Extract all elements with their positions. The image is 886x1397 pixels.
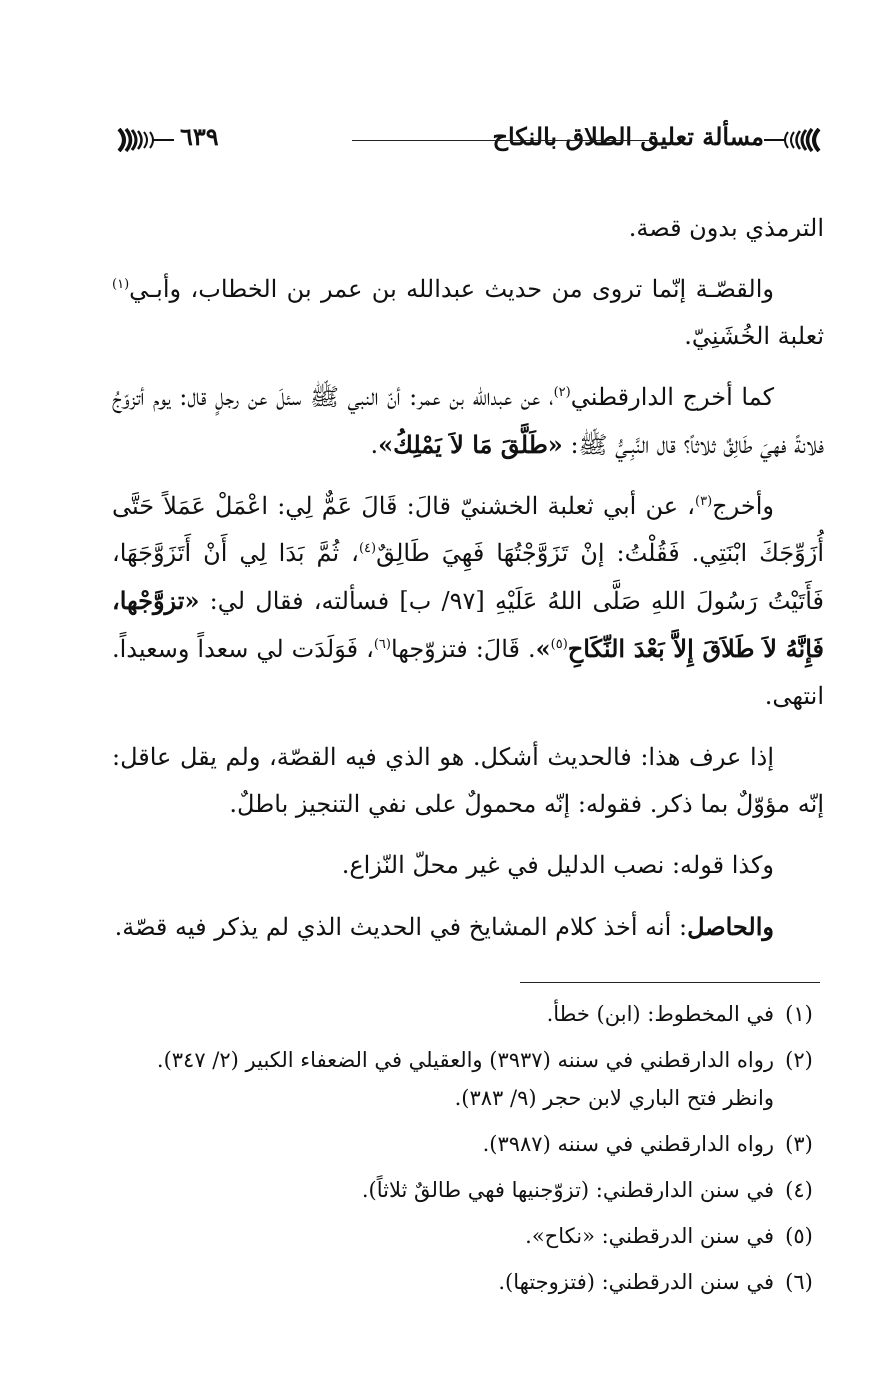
main-text bbox=[112, 205, 824, 965]
footnote-ref: (٣) bbox=[695, 494, 713, 509]
footnote bbox=[112, 995, 824, 1033]
paragraph bbox=[112, 374, 824, 469]
footnote bbox=[112, 1125, 824, 1163]
ornament-left-icon bbox=[112, 128, 174, 152]
text-segment: ، عن عبدالله بن عمر: أنّ النبي ﷺ سئلَ عن رجلٍ قال: يوم أتزوّجُ فلانةً فهيَ طَالِقٌ ثلاثاً؟ قال النَّبِـيُّ ﷺ: bbox=[112, 383, 824, 459]
footnote-text: في سنن الدرقطني: «نكاح». bbox=[525, 1224, 774, 1248]
footnote-text: في سنن الدرقطني: (فتزوجتها). bbox=[498, 1270, 774, 1294]
text-segment: إذا عرف هذا: فالحديث أشكل. هو الذي فيه القصّة، ولم يقل عاقل: إنّه مؤوّلٌ بما ذكر. فقوله: إنّه محمولٌ على نفي التنجيز باطلٌ. bbox=[112, 743, 824, 818]
text-segment: . bbox=[370, 431, 379, 459]
bold-text: والحاصل bbox=[687, 912, 774, 941]
text-segment: كما أخرج الدارقطني bbox=[570, 383, 774, 411]
footnote-text: في المخطوط: (ابن) خطأ. bbox=[546, 1002, 774, 1026]
footnote-ref: (٦) bbox=[373, 637, 391, 652]
footnote-text: في سنن الدارقطني: (تزوّجنيها فهي طالقٌ ثلاثاً). bbox=[361, 1178, 774, 1202]
footnote-ref: (٥) bbox=[550, 637, 568, 652]
bold-text: «تزوَّجْها، فَإِنَّهُ لاَ طَلاَقَ إِلاَّ بَعْدَ النِّكَاحِ bbox=[112, 586, 824, 663]
bold-text: «طَلَّقَ مَا لاَ يَمْلِكُ» bbox=[378, 430, 563, 459]
text-segment: ، ثُمَّ بَدَا لِي أَنْ أَتَزَوَّجَهَا، فَأَتَيْتُ رَسُولَ اللهِ صَلَّى اللهُ عَلَيْهِ [٩٧/ ب] فسألته، فقال لي: bbox=[112, 539, 824, 615]
footnote bbox=[112, 1217, 824, 1255]
text-segment: الترمذي بدون قصة. bbox=[628, 214, 824, 242]
paragraph bbox=[112, 842, 824, 889]
footnote-text: رواه الدارقطني في سننه (٣٩٨٧). bbox=[482, 1132, 774, 1156]
header-title: مسألة تعليق الطلاق بالنكاح bbox=[492, 122, 764, 151]
footnote bbox=[112, 1041, 824, 1117]
text-segment: : أنه أخذ كلام المشايخ في الحديث الذي لم يذكر فيه قصّة. bbox=[114, 913, 688, 941]
text-segment: ثعلبة الخُشَنِيّ. bbox=[684, 322, 824, 350]
page-number: ٦٣٩ bbox=[180, 122, 219, 151]
footnote-number: (٤) bbox=[785, 1178, 813, 1202]
text-segment: ، فَوَلَدَت لي سعداً وسعيداً. انتهى. bbox=[112, 635, 824, 710]
footnote-number: (٦) bbox=[785, 1270, 813, 1294]
paragraph bbox=[112, 734, 824, 828]
header-rule bbox=[352, 140, 652, 141]
page-header bbox=[112, 118, 824, 162]
footnote-ref: (٤) bbox=[358, 541, 377, 556]
footnote-number: (٥) bbox=[785, 1224, 813, 1248]
footnote-separator bbox=[520, 982, 820, 983]
footnote-ref: (١) bbox=[112, 277, 130, 292]
paragraph bbox=[112, 903, 824, 951]
paragraph bbox=[112, 205, 824, 252]
paragraph bbox=[112, 483, 824, 720]
ornament-right-icon bbox=[764, 128, 824, 152]
footnote-ref: (٢) bbox=[553, 385, 571, 400]
text-segment: والقصّـة إنّما تروى من حديث عبدالله بن عمر بن الخطاب، وأبـي bbox=[129, 275, 774, 303]
bold-text: » bbox=[535, 634, 551, 663]
footnote bbox=[112, 1171, 824, 1209]
footnote bbox=[112, 1263, 824, 1301]
paragraph bbox=[112, 266, 824, 360]
footnote-number: (٣) bbox=[785, 1132, 813, 1156]
text-segment: وأخرج bbox=[712, 492, 774, 520]
footnote-number: (٢) bbox=[785, 1048, 813, 1072]
text-segment: وكذا قوله: نصب الدليل في غير محلّ النّزاع. bbox=[341, 851, 774, 879]
text-segment: . قَالَ: فتزوّجها bbox=[390, 635, 536, 663]
footnote-text: رواه الدارقطني في سننه (٣٩٣٧) والعقيلي في الضعفاء الكبير (٢/ ٣٤٧). وانظر فتح الباري لابن حجر (٩/ ٣٨٣). bbox=[156, 1048, 774, 1110]
text-segment: ، عن أبي ثعلبة الخشنيّ قالَ: قَالَ عَمٌّ لِي: اعْمَلْ عَمَلاً حَتَّى أُزَوِّجَكَ ابْنَتِي. فَقُلْتُ: إنْ تَزَوَّجْتُهَا فَهِيَ طَالِقٌ bbox=[112, 492, 825, 567]
footnotes bbox=[112, 995, 824, 1309]
footnote-number: (١) bbox=[785, 1002, 813, 1026]
